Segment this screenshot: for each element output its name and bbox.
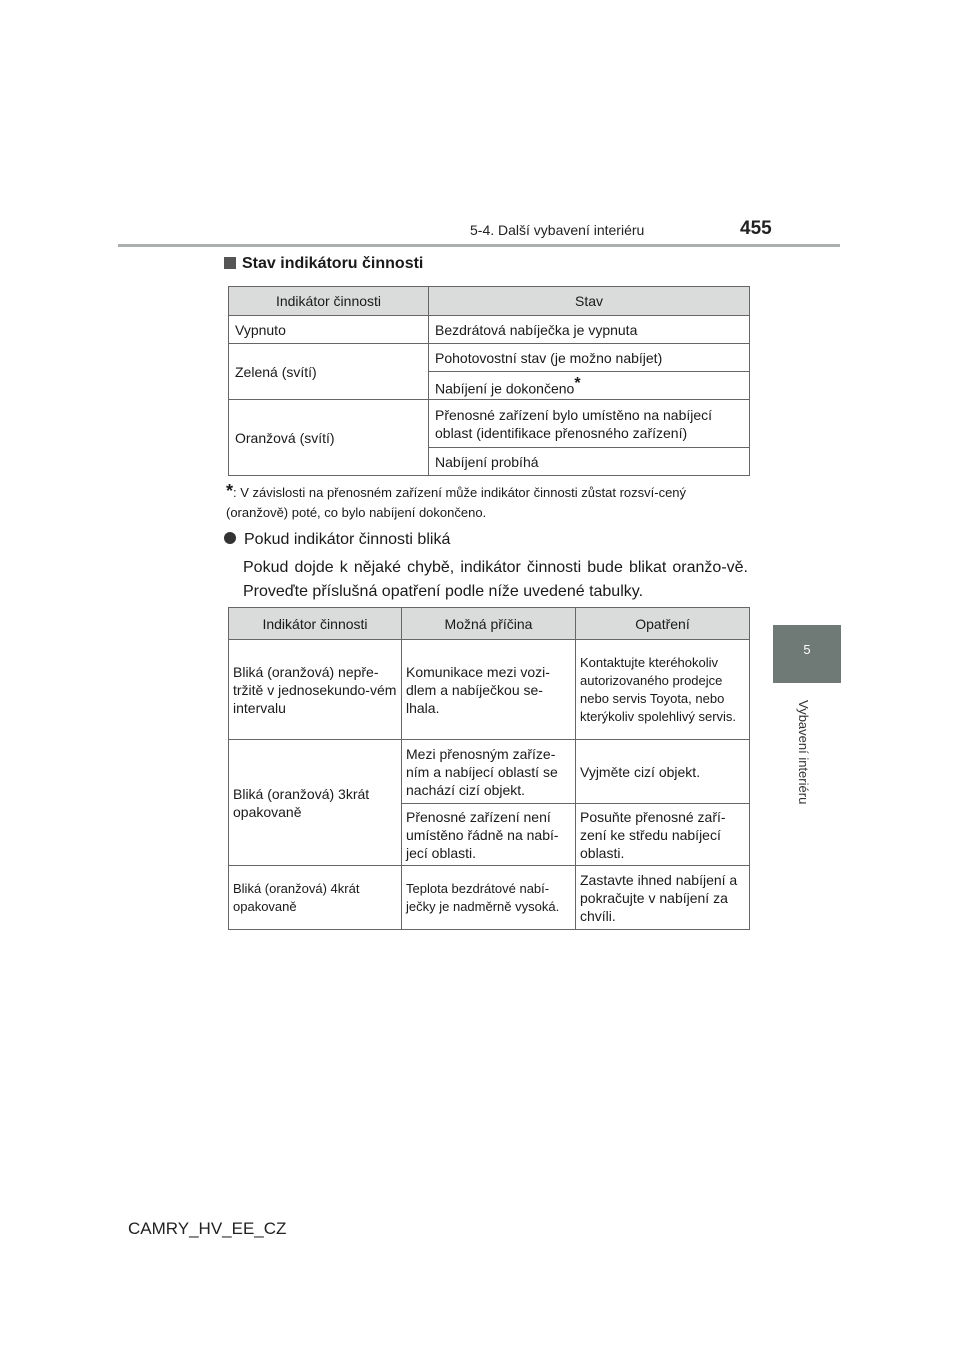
subsection-heading-text: Pokud indikátor činnosti bliká [244, 531, 451, 548]
table-header: Indikátor činnosti [229, 287, 429, 316]
table-header: Možná příčina [402, 608, 576, 640]
document-code: CAMRY_HV_EE_CZ [128, 1219, 287, 1238]
troubleshooting-table [228, 607, 750, 930]
body-paragraph: Pokud dojde k nějaké chybě, indikátor činnosti bude blikat oranžo-vě. Proveďte příslušná opatření podle níže uvedené tabulky. [243, 559, 748, 600]
table-header: Opatření [576, 608, 750, 640]
footnote-asterisk: * [226, 481, 234, 501]
footnote [226, 481, 746, 523]
table-cell: Bliká (oranžová) 4krát opakovaně [229, 866, 402, 930]
table-cell: Teplota bezdrátové nabí-ječky je nadměrně vysoká. [402, 866, 576, 930]
table-cell: Bezdrátová nabíječka je vypnuta [429, 316, 750, 344]
table-cell: Vyjměte cizí objekt. [576, 740, 750, 804]
subsection-heading [224, 531, 450, 549]
table-cell: Přenosné zařízení bylo umístěno na nabíjecí oblast (identifikace přenosného zařízení) [429, 400, 750, 448]
table-cell: Oranžová (svítí) [229, 400, 429, 476]
table-header: Indikátor činnosti [229, 608, 402, 640]
section-title: 5-4. Další vybavení interiéru [470, 222, 645, 238]
table-cell: Pohotovostní stav (je možno nabíjet) [429, 344, 750, 372]
table-cell: Přenosné zařízení není umístěno řádně na nabí-jecí oblasti. [402, 804, 576, 866]
table-cell: Bliká (oranžová) 3krát opakovaně [229, 740, 402, 866]
table-cell: Posuňte přenosné zaří-zení ke středu nabíjecí oblasti. [576, 804, 750, 866]
table-cell: Zelená (svítí) [229, 344, 429, 400]
chapter-number: 5 [803, 642, 811, 657]
indicator-status-table [228, 286, 750, 476]
page-number: 455 [740, 218, 772, 239]
table-cell: Komunikace mezi vozi-dlem a nabíječkou se-lhala. [402, 640, 576, 740]
chapter-tab [773, 625, 841, 683]
footnote-mark: * [574, 374, 581, 392]
table-cell: Zastavte ihned nabíjení a pokračujte v nabíjení za chvíli. [576, 866, 750, 930]
table-cell: Vypnuto [229, 316, 429, 344]
round-bullet-icon [224, 532, 236, 544]
table-cell-text: Nabíjení je dokončeno [435, 380, 575, 397]
table-header: Stav [429, 287, 750, 316]
square-bullet-icon [224, 257, 236, 269]
table-cell [429, 372, 750, 400]
table-cell: Kontaktujte kteréhokoliv autorizovaného prodejce nebo servis Toyota, nebo kterýkoliv spolehlivý servis. [576, 640, 750, 740]
table-cell: Nabíjení probíhá [429, 448, 750, 476]
section-heading [224, 255, 423, 273]
section-heading-text: Stav indikátoru činnosti [242, 255, 424, 272]
table-cell: Mezi přenosným zaříze-ním a nabíjecí oblastí se nachází cizí objekt. [402, 740, 576, 804]
header-divider [118, 244, 840, 247]
chapter-label: Vybavení interiéru [796, 700, 811, 805]
table-cell: Bliká (oranžová) nepře-tržitě v jednosekundo-vém intervalu [229, 640, 402, 740]
footnote-text: : V závislosti na přenosném zařízení může indikátor činnosti zůstat rozsví-cený (oranžově) poté, co bylo nabíjení dokončeno. [226, 485, 687, 520]
